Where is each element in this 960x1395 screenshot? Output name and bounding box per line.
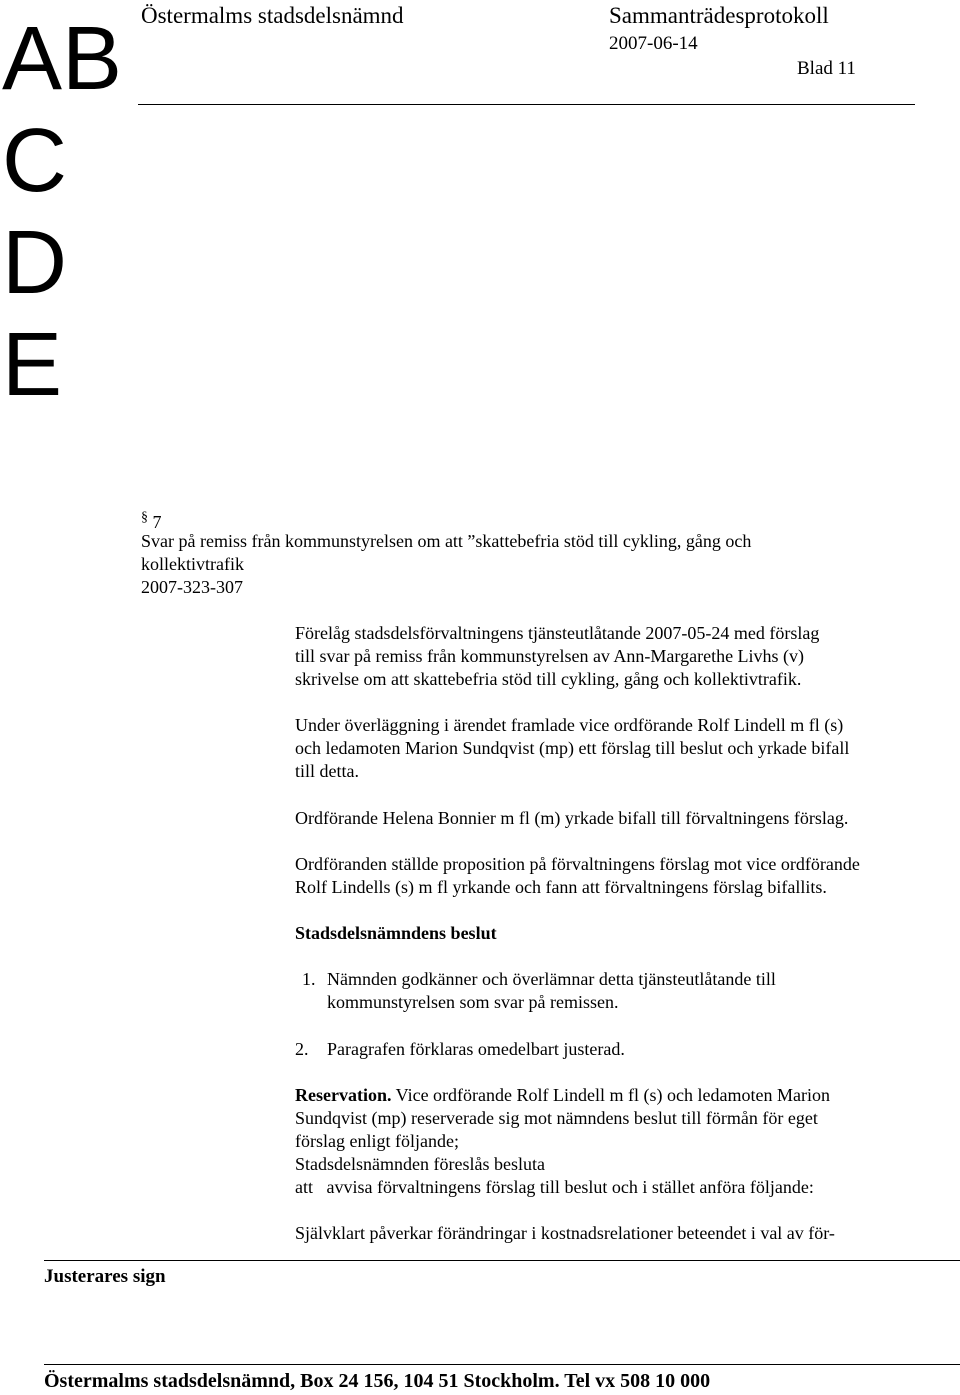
header-org: Östermalms stadsdelsnämnd [141, 3, 404, 28]
decision-item-1 [327, 968, 776, 1014]
paragraph-line: och ledamoten Marion Sundqvist (mp) ett förslag till beslut och yrkade bifall [295, 738, 850, 758]
section-mark: § [141, 510, 148, 525]
paragraph-line: Under överläggning i ärendet framlade vice ordförande Rolf Lindell m fl (s) [295, 715, 844, 735]
decision-item-line: Nämnden godkänner och överlämnar detta tjänsteutlåtande till [327, 969, 776, 989]
paragraph-line: Förelåg stadsdelsförvaltningens tjänsteutlåtande 2007-05-24 med förslag [295, 623, 820, 643]
item-number: 7 [152, 512, 162, 532]
decision-item-2-number: 2. [295, 1039, 309, 1059]
header-sheet: Blad 11 [797, 58, 856, 79]
reservation-first-line [295, 1084, 830, 1107]
paragraph-line: till detta. [295, 761, 359, 781]
paragraph-2 [295, 714, 849, 783]
item-case-number: 2007-323-307 [141, 577, 243, 597]
paragraph-line: Rolf Lindells (s) m fl yrkande och fann att förvaltningens förslag bifallits. [295, 877, 827, 897]
paragraph-line: till svar på remiss från kommunstyrelsen av Ann-Margarethe Livhs (v) [295, 646, 805, 666]
header-rule [138, 104, 915, 105]
reservation-line: förslag enligt följande; [295, 1131, 459, 1151]
paragraph-3: Ordförande Helena Bonnier m fl (m) yrkade bifall till förvaltningens förslag. [295, 808, 849, 828]
reservation-label: Reservation. [295, 1085, 392, 1105]
paragraph-line: skrivelse om att skattebefria stöd till cykling, gång och kollektivtrafik. [295, 669, 802, 689]
decision-item-2: Paragrafen förklaras omedelbart justerad. [327, 1039, 625, 1059]
paragraph-4 [295, 853, 860, 899]
reservation [295, 1084, 830, 1199]
side-letter-e: E [2, 315, 63, 415]
reservation-line: Stadsdelsnämnden föreslås besluta [295, 1154, 545, 1174]
decision-heading: Stadsdelsnämndens beslut [295, 923, 497, 943]
side-letter-c: C [2, 111, 67, 211]
paragraph-1 [295, 622, 819, 691]
side-letter-d: D [2, 213, 67, 313]
decision-item-line: kommunstyrelsen som svar på remissen. [327, 992, 619, 1012]
header-date: 2007-06-14 [609, 33, 698, 54]
footer-address: Östermalms stadsdelsnämnd, Box 24 156, 104 51 Stockholm. Tel vx 508 10 000 [44, 1370, 711, 1392]
side-letter-ab: AB [2, 9, 123, 109]
paragraph-line: Ordföranden ställde proposition på förvaltningens förslag mot vice ordförande [295, 854, 860, 874]
footer-rule [44, 1364, 960, 1365]
reservation-first-line-text: Vice ordförande Rolf Lindell m fl (s) och ledamoten Marion [391, 1085, 830, 1105]
decision-item-1-number: 1. [302, 969, 316, 989]
reservation-trailing-text: Självklart påverkar förändringar i kostnadsrelationer beteendet i val av för- [295, 1223, 835, 1243]
item-title-line-2: kollektivtrafik [141, 554, 244, 574]
item-title-line-1: Svar på remiss från kommunstyrelsen om att ”skattebefria stöd till cykling, gång och [141, 531, 752, 551]
reservation-line: Sundqvist (mp) reserverade sig mot nämndens beslut till förmån för eget [295, 1108, 818, 1128]
reservation-line: att avvisa förvaltningens förslag till beslut och i stället anföra följande: [295, 1177, 814, 1197]
signature-rule [44, 1260, 960, 1261]
header-doc-type: Sammanträdesprotokoll [609, 3, 829, 28]
signature-label: Justerares sign [44, 1266, 166, 1287]
